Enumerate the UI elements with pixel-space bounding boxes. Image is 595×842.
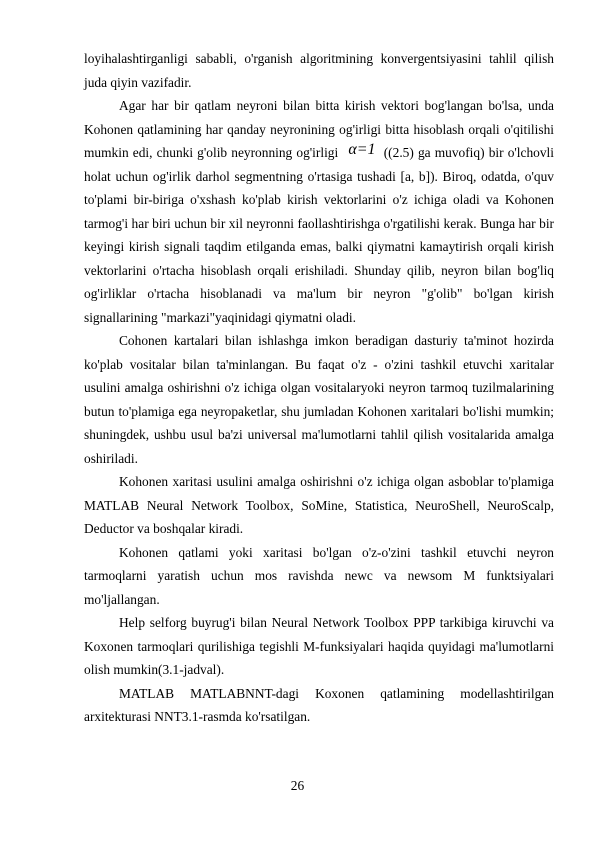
- paragraph-toolkits-list: Kohonen xaritasi usulini amalga oshirishni o'z ichiga olgan asboblar to'plamiga MATLAB Neural Network Toolbox, SoMine, Statistica, NeuroShell, NeuroScalp, Deductor va boshqalar kiradi.: [84, 474, 554, 536]
- formula-alpha-equals-one: α=1: [348, 141, 376, 158]
- page-number: 26: [290, 778, 305, 793]
- paragraph-kohonen-training-after: ((2.5) ga muvofiq) bir o'lchovli holat uchun og'irlik darhol segmentning o'rtasiga tushadi [a, b]). Biroq, odatda, o'quv to'plami bir-biriga o'xshash ko'plab kirish vektorlarini o'z ichiga oladi va Kohonen tarmog'i har biri uchun bir xil neyronni faollashtirishga o'rgatilishi kerak. Bunga har bir keyingi kirish signali taqdim etilganda emas, balki qiymatni kamaytirish orqali kirish vektorlarini o'rtacha hisoblash orqali erishiladi. Shunday qilib, neyron bilan bog'liq og'irliklar o'rtacha hisoblanadi va ma'lum bir neyron "g'olib" bo'lgan kirish signallarining "markazi"yaqinidagi qiymatni oladi.: [84, 145, 554, 325]
- paragraph-help-selforg: Help selforg buyrug'i bilan Neural Network Toolbox PPP tarkibiga kiruvchi va Koxonen tarmoqlari qurilishiga tegishli M-funksiyalari haqida quyidagi ma'lumotlarni olish mumkin(3.1-jadval).: [84, 615, 554, 677]
- paragraph-continuation: loyihalashtirganligi sababli, o'rganish algoritmining konvergentsiyasini tahlil qilish juda qiyin vazifadir.: [84, 51, 554, 90]
- document-body: [84, 47, 554, 729]
- paragraph-kohonen-training-before: Agar har bir qatlam neyroni bilan bitta kirish vektori bog'langan bo'lsa, unda Kohonen qatlamining har qanday neyronining og'irligi bitta hisoblash orqali o'qitilishi mumkin edi, chunki g'olib neyronning og'irligi: [84, 98, 554, 160]
- paragraph-kohonen-training: [84, 94, 554, 329]
- paragraph-matlab-architecture: MATLAB MATLABNNT-dagi Koxonen qatlamining modellashtirilgan arxitekturasi NNT3.1-rasmda ko'rsatilgan.: [84, 685, 554, 724]
- paragraph-software-tools: Cohonen kartalari bilan ishlashga imkon beradigan dasturiy ta'minot hozirda ko'plab vositalar bilan ta'minlangan. Bu faqat o'z - o'zini tashkil etuvchi xaritalar usulini amalga oshirishni o'z ichiga olgan vositalaryoki neyron tarmoq tuzilmalarining butun to'plamiga ega neyropaketlar, shu jumladan Kohonen xaritalari bo'lishi mumkin; shuningdek, ushbu usul ba'zi universal ma'lumotlarni tahlil qilish vositalarida amalga oshiriladi.: [84, 333, 554, 466]
- paragraph-newc-newsom: Kohonen qatlami yoki xaritasi bo'lgan o'z-o'zini tashkil etuvchi neyron tarmoqlarni yaratish uchun mos ravishda newc va newsom M funktsiyalari mo'ljallangan.: [84, 544, 554, 607]
